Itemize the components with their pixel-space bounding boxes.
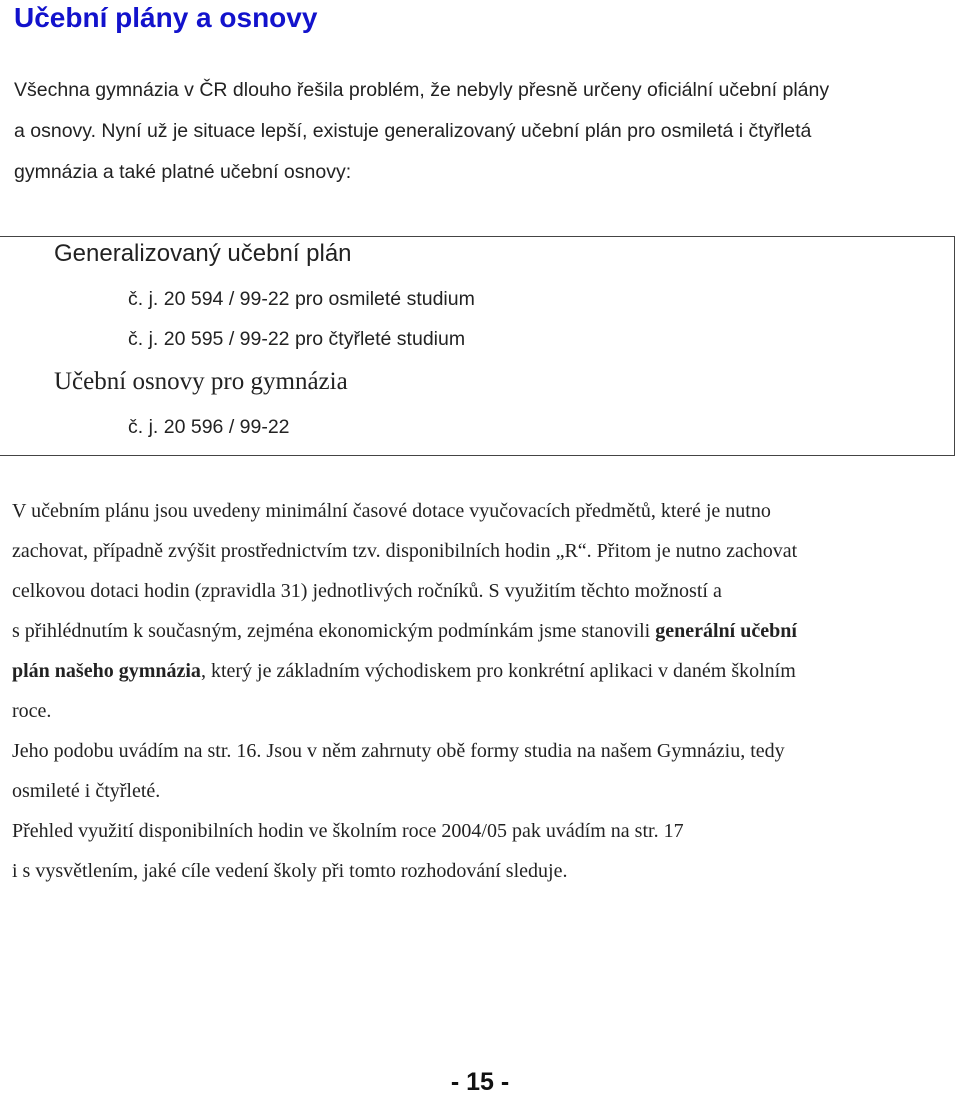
body-line: Jeho podobu uvádím na str. 16. Jsou v něm zahrnuty obě formy studia na našem Gymnáziu, tedy [12, 740, 785, 762]
box-heading-syllabus: Učební osnovy pro gymnázia [54, 368, 348, 395]
body-line: V učebním plánu jsou uvedeny minimální časové dotace vyučovacích předmětů, které je nutno [12, 500, 771, 522]
intro-line: Všechna gymnázia v ČR dlouho řešila problém, že nebyly přesně určeny oficiální učební plány [14, 79, 830, 101]
box-item-eight-year: č. j. 20 594 / 99-22 pro osmileté studium [128, 288, 475, 310]
box-item-four-year: č. j. 20 595 / 99-22 pro čtyřleté studium [128, 328, 466, 350]
body-line [12, 611, 947, 651]
box-heading-plan: Generalizovaný učební plán [54, 240, 352, 267]
body-line: celkovou dotaci hodin (zpravidla 31) jednotlivých ročníků. S využitím těchto možností a [12, 580, 722, 602]
body-line: i s vysvětlením, jaké cíle vedení školy při tomto rozhodování sleduje. [12, 860, 568, 882]
bold-phrase: plán našeho gymnázia [12, 660, 201, 682]
page-title: Učební plány a osnovy [14, 2, 318, 33]
body-text [12, 491, 947, 891]
body-line [12, 651, 947, 691]
body-text-span: , který je základním východiskem pro konkrétní aplikaci v daném školním [200, 660, 796, 682]
body-line: Přehled využití disponibilních hodin ve školním roce 2004/05 pak uvádím na str. 17 [12, 820, 684, 842]
intro-paragraph [14, 70, 944, 193]
body-text-span: s přihlédnutím k současným, zejména ekonomickým podmínkám jsme stanovili [12, 620, 656, 642]
intro-line: a osnovy. Nyní už je situace lepší, existuje generalizovaný učební plán pro osmiletá i čtyřletá [14, 120, 812, 142]
bold-phrase: generální učební [655, 620, 797, 642]
intro-line: gymnázia a také platné učební osnovy: [14, 161, 352, 183]
body-line: roce. [12, 700, 52, 722]
body-line: zachovat, případně zvýšit prostřednictvím tzv. disponibilních hodin „R“. Přitom je nutno zachovat [12, 540, 798, 562]
page-number: - 15 - [450, 1068, 510, 1096]
box-item-syllabus: č. j. 20 596 / 99-22 [128, 416, 290, 438]
body-line: osmileté i čtyřleté. [12, 780, 161, 802]
